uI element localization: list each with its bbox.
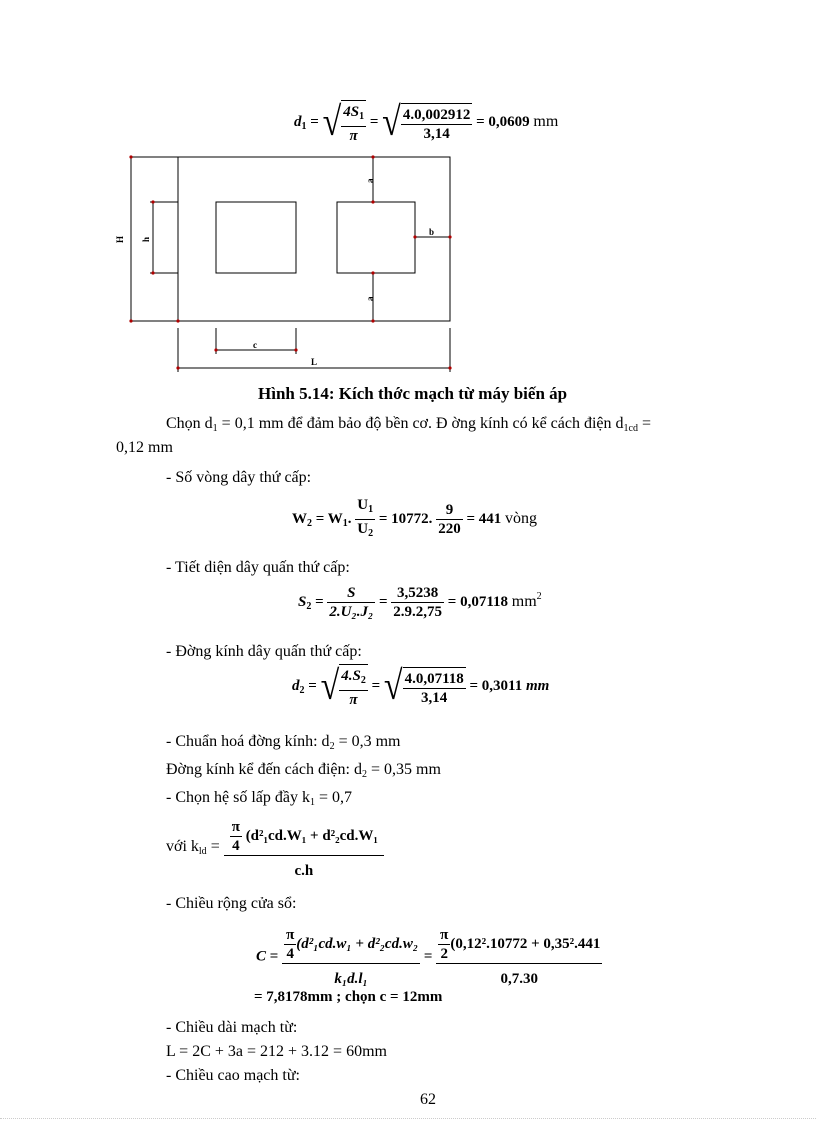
label-c: c <box>253 340 257 350</box>
eq-w2-lhs-sub: 2 <box>307 517 312 529</box>
eq-d1-num2: 4.0,002912 <box>402 106 471 123</box>
equation-w2: $W_2 = W_1$. $\frac{U_1}{U_2}$ = 10772. $\frac{9}{220}$ = 441 vòng <box>292 496 537 543</box>
eq-d1-result: 0,0609 <box>488 113 530 130</box>
sqrt-4: √ $\frac{4.0,07118}{3,14}$ <box>383 663 464 709</box>
eq-d2-num1-sub: 2 <box>360 675 366 686</box>
eq-w2-unit: vòng <box>505 509 537 527</box>
eq-c-lhs: C <box>256 948 267 965</box>
eq-c-expr2: (0,12².10772 + 0,35².441 <box>450 935 601 952</box>
right-window <box>337 202 415 273</box>
footer-divider <box>0 1118 816 1119</box>
eq-d1-lhs-sub: 1 <box>301 120 307 132</box>
eq-s2-unit-sup: 2 <box>536 590 542 602</box>
item-H-heading: - Chiều cao mạch từ: <box>166 1067 300 1084</box>
eq-c-den2: 0,7.30 <box>500 971 539 987</box>
para1-c: = <box>637 415 651 432</box>
sqrt-1: √ $\frac{4S_1}{\pi}$ <box>322 99 365 145</box>
eq-k-num-expr: (d²₁cd.W₁ + d²₂cd.W₁ <box>245 827 378 844</box>
line-ins-b: = 0,35 mm <box>366 761 441 778</box>
eq-w2-frac2 <box>436 501 463 538</box>
eq-w2-frac2-num: 9 <box>436 501 463 520</box>
label-h: h <box>141 236 151 242</box>
eq-s2-f2-den: 2.9.2,75 <box>393 604 443 620</box>
eq-d1-num1: 4S <box>343 104 360 120</box>
sqrt-3: √ $\frac{4.S_2}{\pi}$ <box>320 663 366 709</box>
page-number: 62 <box>420 1091 436 1108</box>
eq-d2-lhs: d <box>292 677 300 694</box>
paragraph-choose-d1 <box>166 414 651 439</box>
eq-k-eqsign: = <box>210 837 220 855</box>
eq-k-prefix: với k <box>166 837 199 855</box>
eq-k-pi-den: 4 <box>232 838 240 854</box>
line-k-b: = 0,7 <box>314 789 353 806</box>
eq-d2-den2: 3,14 <box>421 689 448 706</box>
eq-d2-den1: π <box>349 692 358 708</box>
eq-w2-mid: = W <box>315 510 343 527</box>
eq-s2-f1-num: S <box>327 584 375 603</box>
eq-w2-frac1 <box>355 496 375 543</box>
paragraph-choose-d1-line2: 0,12 mm <box>116 439 173 456</box>
eq-s2-f1-den: 2.U₂.J₂ <box>329 604 374 620</box>
line-ins-a: Đờng kính kể đến cách điện: d <box>166 761 362 778</box>
eq-s2-frac1 <box>327 584 375 621</box>
eq-w2-frac-num-sub: 1 <box>368 504 374 515</box>
eq-c-den1: k₁d.l₁ <box>334 971 368 987</box>
eq-c-pi-den: 4 <box>286 946 294 962</box>
line-ins-sub: 2 <box>361 769 367 780</box>
line-fill-factor <box>166 788 352 813</box>
line-std-a: - Chuẩn hoá đờng kính: d <box>166 733 330 750</box>
item-s2-heading: - Tiết diện dây quấn thứ cấp: <box>166 559 350 576</box>
item-c-heading: - Chiều rộng cửa sổ: <box>166 895 297 912</box>
eq-s2-unit: mm <box>511 592 537 610</box>
equation-s2: $S_2$ = $\frac{S}{\text{2.U₂.J₂}}$ = $\frac{3,5238}{2.9.2,75}$ = 0,07118 $mm^2$ <box>298 585 542 620</box>
label-H: H <box>115 235 125 243</box>
eq-c-expr1: (d²₁cd.w₁ + d²₂cd.w₂ <box>296 935 419 952</box>
label-a-top: a <box>365 178 375 183</box>
equation-k <box>166 818 384 880</box>
equation-d1: $d_1$ = √ $\frac{4S_1}{\pi}$ = √ $\frac{4.0,002912}{3,14}$ = 0,0609 mm <box>294 99 559 145</box>
item-d2-heading: - Đờng kính dây quấn thứ cấp: <box>166 643 362 660</box>
label-a-bottom: a <box>365 296 375 301</box>
equation-c: C = $\frac{\pi}{4}$ (d²₁cd.w₁ + d²₂cd.w₂ k₁d.l₁ = $\frac{\pi}{2}$ (0,12².10772 + 0,35².441 0,7.30 <box>256 927 601 987</box>
eq-k-pi-frac <box>230 818 242 855</box>
eq-s2-f2-num: 3,5238 <box>391 584 444 603</box>
eq-w2-mid-sub: 1 <box>342 517 348 529</box>
para1-b: = 0,1 mm để đảm bảo độ bền cơ. Đ ờng kính có kể cách điện d <box>217 415 624 432</box>
line-standardize <box>166 732 400 757</box>
label-L: L <box>311 357 318 367</box>
transformer-core-diagram <box>110 150 470 375</box>
eq-k-pi-num: π <box>231 819 240 835</box>
item-L-heading: - Chiều dài mạch từ: <box>166 1019 298 1036</box>
para1-a: Chọn d <box>166 415 213 432</box>
equation-c-result: = 7,8178mm ; chọn c = 12mm <box>254 989 443 1005</box>
eq-d1-unit: mm <box>533 112 559 130</box>
outer-core <box>178 157 450 321</box>
eq-s2-frac2 <box>391 584 444 621</box>
sqrt-2: √ $\frac{4.0,002912}{3,14}$ <box>382 99 471 145</box>
item-w2-heading: - Số vòng dây thứ cấp: <box>166 469 312 486</box>
eq-s2-lhs: S <box>298 593 307 610</box>
eq-c-pi-num: π <box>286 927 295 943</box>
eq-w2-value: = 10772. <box>378 510 433 527</box>
eq-c-pi2-den: 2 <box>440 946 448 962</box>
line-std-b: = 0,3 mm <box>334 733 401 750</box>
line-k-a: - Chọn hệ số lấp đầy k <box>166 789 310 806</box>
eq-k-prefix-sub: ld <box>198 845 207 857</box>
line-k-sub: 1 <box>309 797 315 808</box>
eq-c-frac2 <box>436 926 602 988</box>
eq-d2-num2: 4.0,07118 <box>404 670 464 687</box>
eq-d2-unit: mm <box>525 677 550 694</box>
eq-k-den: c.h <box>294 863 314 879</box>
eq-w2-frac-den-sub: 2 <box>368 528 374 539</box>
eq-d2-result: = 0,3011 <box>469 677 523 694</box>
line-L: L = 2C + 3a = 212 + 3.12 = 60mm <box>166 1043 387 1060</box>
eq-c-frac1 <box>282 926 420 988</box>
label-b: b <box>429 227 435 237</box>
eq-k-main-frac <box>224 818 384 880</box>
eq-s2-lhs-sub: 2 <box>306 600 312 612</box>
figure-caption: Hình 5.14: Kích thớc mạch từ máy biến áp <box>258 384 568 403</box>
eq-d1-num1-sub: 1 <box>359 111 365 122</box>
eq-d2-lhs-sub: 2 <box>299 684 305 696</box>
eq-w2-frac2-den: 220 <box>438 521 461 537</box>
para1-sub2: 1cd <box>623 423 638 434</box>
left-window <box>216 202 296 273</box>
eq-c-pi2-num: π <box>440 927 449 943</box>
para1-sub: 1 <box>212 423 218 434</box>
eq-s2-result: = 0,07118 <box>447 593 508 610</box>
eq-d1-den1: π <box>349 128 358 144</box>
eq-d1-lhs: d <box>294 113 302 130</box>
line-std-sub: 2 <box>329 741 335 752</box>
equation-d2: $d_2$ = √ $\frac{4.S_2}{\pi}$ = √ $\frac{4.0,07118}{3,14}$ = 0,3011 mm <box>292 663 550 709</box>
eq-w2-lhs: W <box>292 510 307 527</box>
eq-d2-num1: 4.S <box>341 668 361 684</box>
eq-w2-result: = 441 <box>466 510 502 527</box>
eq-w2-frac-den: U <box>357 521 369 537</box>
line-insulation <box>166 760 441 785</box>
eq-w2-frac-num: U <box>357 497 369 513</box>
eq-d1-den2: 3,14 <box>423 125 450 142</box>
